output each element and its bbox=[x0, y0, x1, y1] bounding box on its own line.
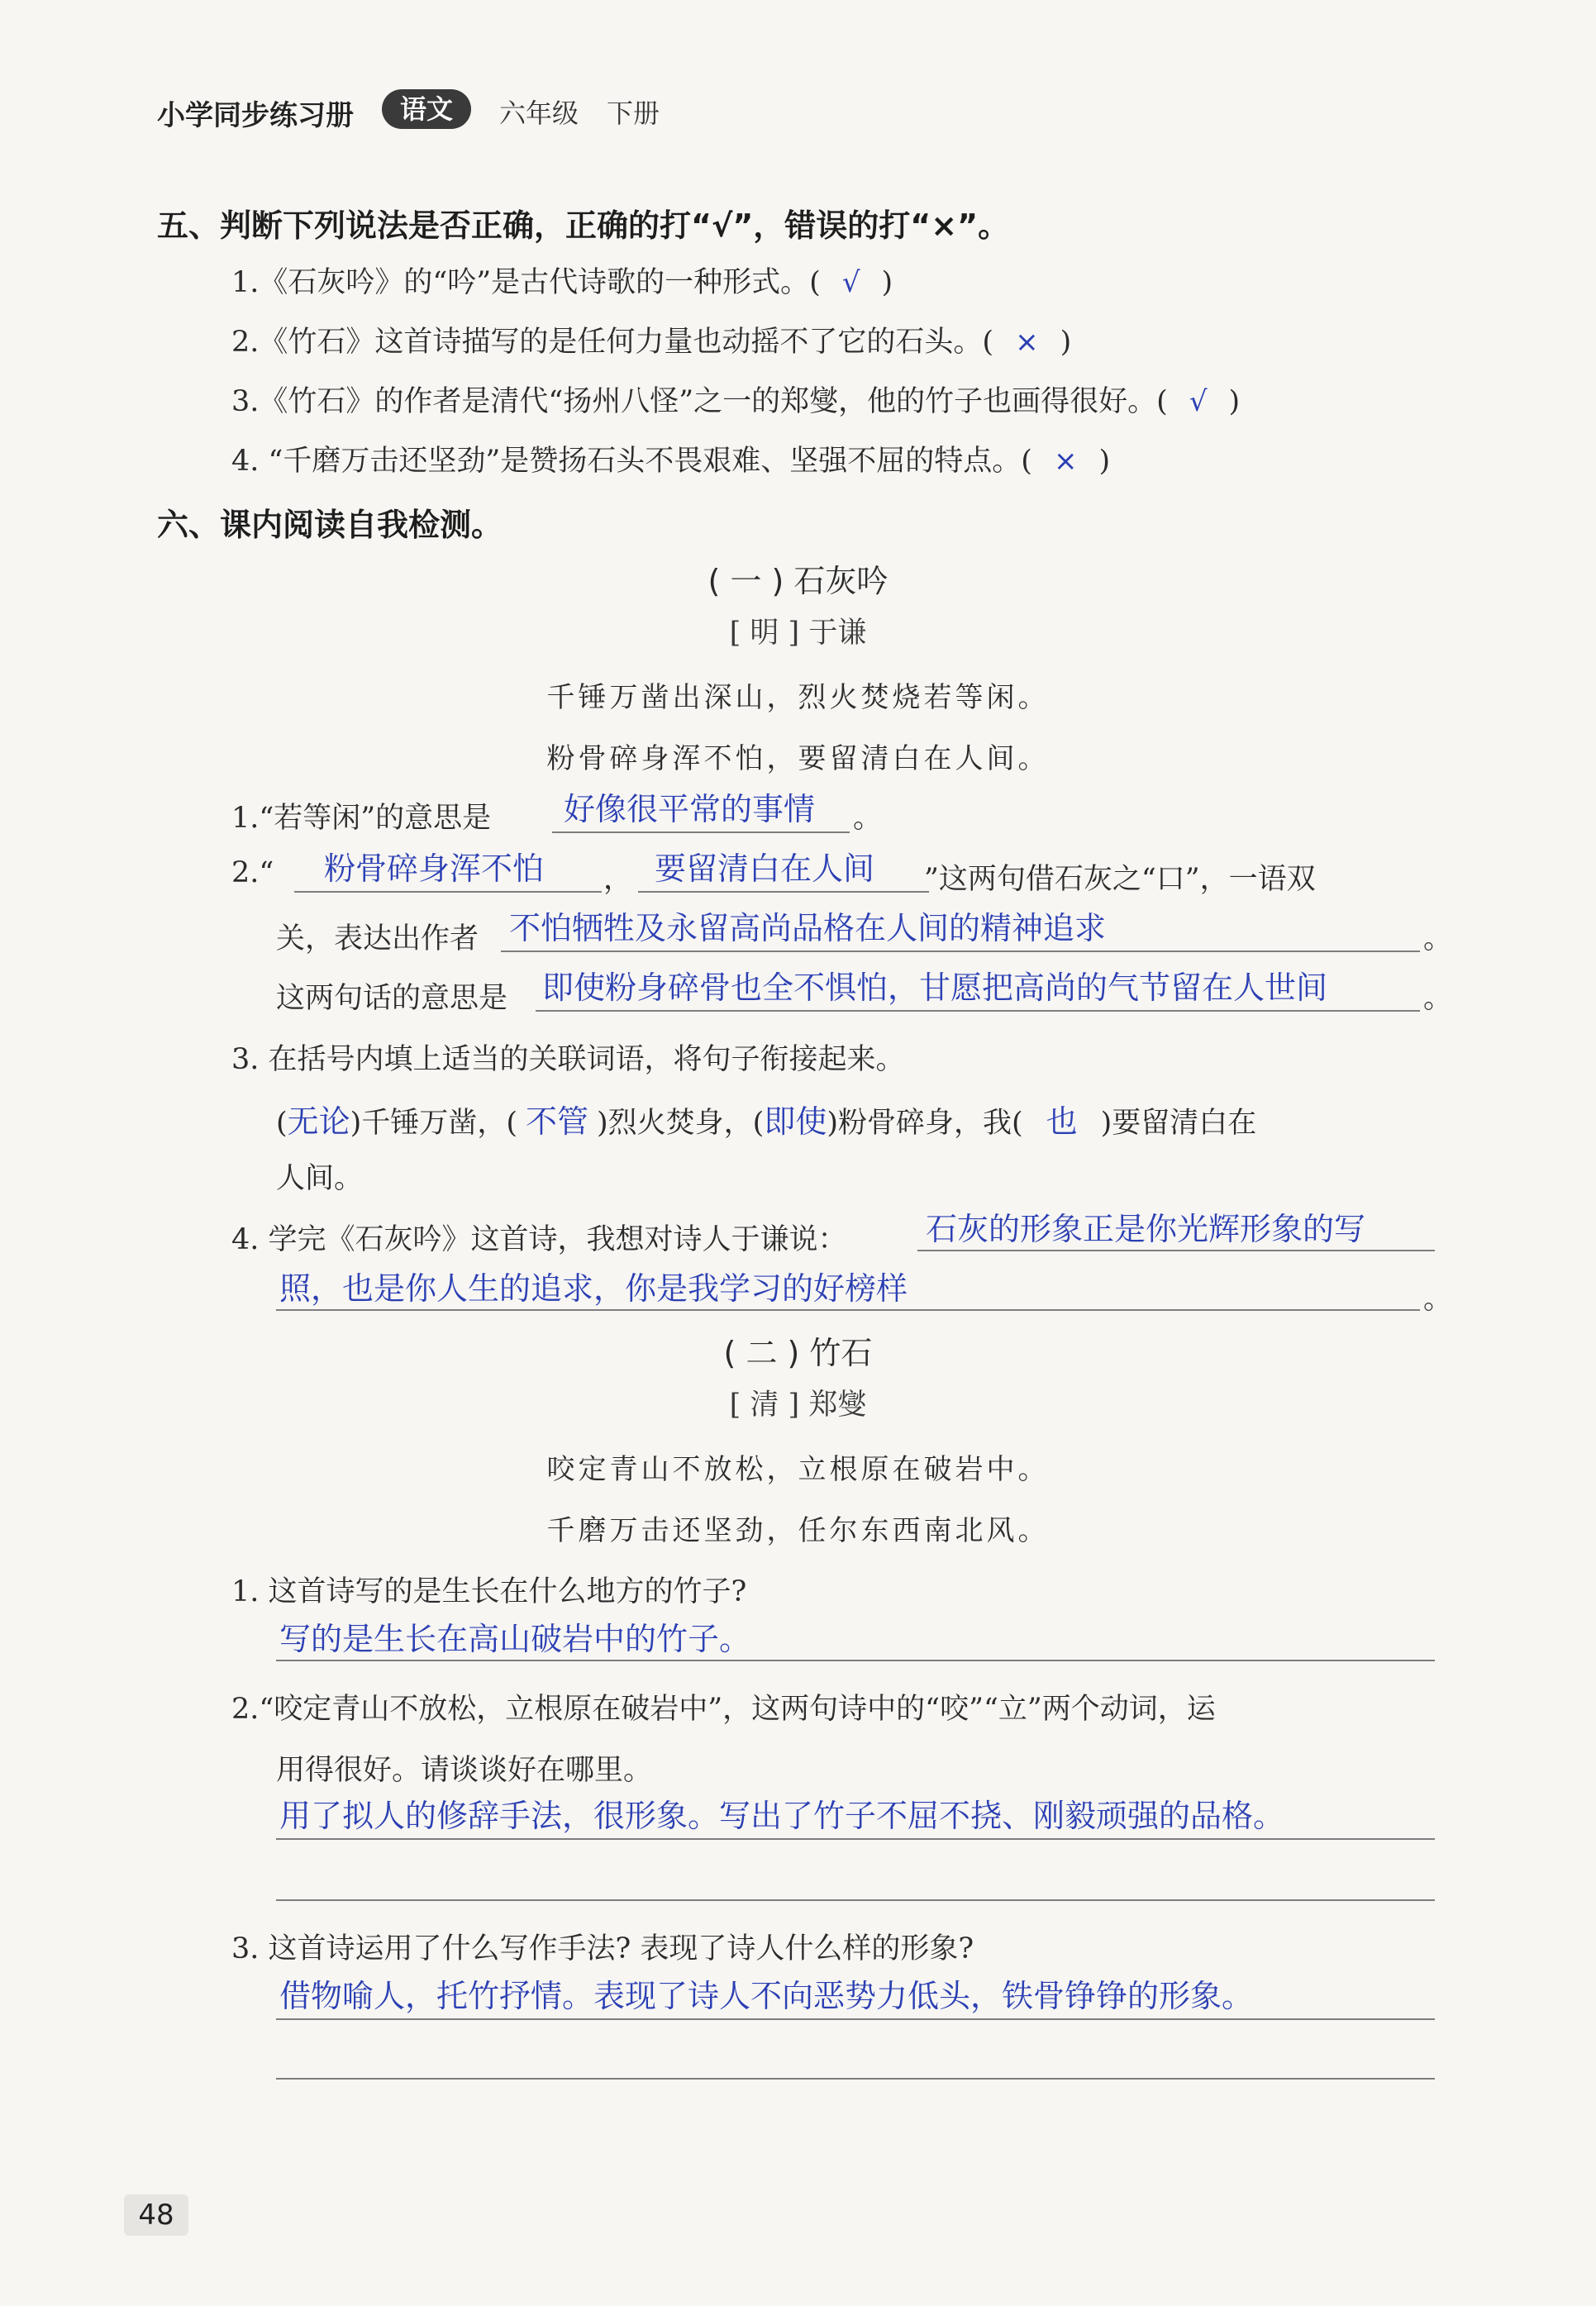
p1-q3-answer-4: 也 bbox=[1046, 1103, 1078, 1140]
poem2-title: ( 二 ) 竹石 bbox=[723, 1335, 873, 1371]
judge-item-4-text: 4. “千磨万击还坚劲”是赞扬石头不畏艰难、坚强不屈的特点。( bbox=[231, 445, 1032, 478]
poem1-line-2: 粉骨碎身浑不怕，要留清白在人间。 bbox=[546, 742, 1050, 775]
judge-item-1 bbox=[231, 260, 893, 301]
p1-q2-prompt: 2.“ bbox=[231, 856, 274, 889]
p1-q2-answer-a: 粉骨碎身浑不怕 bbox=[324, 850, 545, 887]
p1-q1-answer: 好像很平常的事情 bbox=[564, 791, 816, 827]
p2-q2-answer: 用了拟人的修辞手法，很形象。写出了竹子不屈不挠、刚毅顽强的品格。 bbox=[279, 1798, 1285, 1834]
p1-q2-comma: ， bbox=[603, 863, 633, 896]
poem1-line-1: 千锤万凿出深山，烈火焚烧若等闲。 bbox=[546, 681, 1050, 714]
p1-q3-answer-1: 无论 bbox=[287, 1103, 350, 1140]
p1-q2-line-a bbox=[294, 891, 602, 893]
judge-item-3-text: 3.《竹石》的作者是清代“扬州八怪”之一的郑燮，他的竹子也画得很好。( bbox=[231, 385, 1168, 418]
p2-q1-line bbox=[276, 1660, 1435, 1661]
p2-q1-prompt: 1. 这首诗写的是生长在什么地方的竹子? bbox=[231, 1575, 747, 1608]
page-number: 48 bbox=[124, 2194, 188, 2236]
judge-item-4-close: ) bbox=[1098, 445, 1111, 478]
p1-q2-answer-c: 不怕牺牲及永留高尚品格在人间的精神追求 bbox=[509, 910, 1107, 946]
judge-item-2-text: 2.《竹石》这首诗描写的是任何力量也动摇不了它的石头。( bbox=[231, 326, 994, 359]
poem2-line-2: 千磨万击还坚劲，任尔东西南北风。 bbox=[546, 1514, 1050, 1547]
judge-item-2-close: ) bbox=[1060, 326, 1072, 359]
volume-label: 下册 bbox=[607, 98, 660, 129]
p1-q4-line-2 bbox=[276, 1309, 1420, 1311]
poem1-title: ( 一 ) 石灰吟 bbox=[707, 563, 889, 599]
p2-q1-answer: 写的是生长在高山破岩中的竹子。 bbox=[279, 1621, 751, 1657]
grade-label: 六年级 bbox=[499, 98, 579, 129]
p1-q2-line3-prompt: 这两句话的意思是 bbox=[276, 982, 508, 1015]
judge-item-3 bbox=[231, 379, 1240, 420]
p2-q2-line-2 bbox=[276, 1899, 1435, 1901]
judge-mark-1: √ bbox=[841, 266, 860, 299]
p2-q3-answer: 借物喻人，托竹抒情。表现了诗人不向恶势力低头，铁骨铮铮的形象。 bbox=[279, 1978, 1254, 2014]
poem2-author: [ 清 ] 郑燮 bbox=[729, 1389, 867, 1422]
p2-q2-prompt-1: 2.“咬定青山不放松，立根原在破岩中”，这两句诗中的“咬”“立”两个动词，运 bbox=[231, 1693, 1216, 1726]
poem2-line-1: 咬定青山不放松，立根原在破岩中。 bbox=[546, 1453, 1050, 1486]
p2-q3-prompt: 3. 这首诗运用了什么写作手法? 表现了诗人什么样的形象? bbox=[231, 1932, 974, 1965]
p1-q2-line2-end: 。 bbox=[1423, 922, 1453, 955]
p1-q2-answer-b: 要留清白在人间 bbox=[655, 850, 875, 887]
judge-item-1-text: 1.《石灰吟》的“吟”是古代诗歌的一种形式。( bbox=[231, 266, 821, 299]
p1-q2-line-b bbox=[638, 891, 929, 893]
judge-mark-3: √ bbox=[1189, 385, 1208, 418]
p2-q2-line-1 bbox=[276, 1838, 1435, 1840]
p2-q3-line-2 bbox=[276, 2078, 1435, 2080]
p1-q2-line-c bbox=[501, 951, 1420, 952]
p1-q3-text-4: )粉骨碎身，我( bbox=[827, 1107, 1023, 1140]
p1-q2-line2-prompt: 关，表达出作者 bbox=[276, 922, 479, 955]
p1-q4-answer-1: 石灰的形象正是你光辉形象的写 bbox=[926, 1211, 1366, 1247]
p1-q3-prompt: 3. 在括号内填上适当的关联词语，将句子衔接起来。 bbox=[231, 1043, 905, 1076]
judge-item-2 bbox=[231, 319, 1071, 360]
p1-q4-end: 。 bbox=[1423, 1283, 1453, 1316]
p2-q2-prompt-2: 用得很好。请谈谈好在哪里。 bbox=[276, 1754, 653, 1787]
poem1-author: [ 明 ] 于谦 bbox=[729, 617, 867, 650]
p1-q3-paren: ( bbox=[276, 1107, 288, 1140]
p1-q4-line-1 bbox=[917, 1250, 1435, 1251]
judge-item-1-close: ) bbox=[881, 266, 893, 299]
p1-q3-text-3: )烈火焚身，( bbox=[597, 1107, 765, 1140]
p2-q3-line-1 bbox=[276, 2018, 1435, 2020]
p1-q4-answer-2: 照，也是你人生的追求，你是我学习的好榜样 bbox=[279, 1270, 908, 1307]
p1-q1-end: 。 bbox=[853, 802, 883, 835]
p1-q1-prompt: 1.“若等闲”的意思是 bbox=[231, 802, 492, 835]
judge-mark-4: × bbox=[1053, 445, 1078, 478]
subject-badge: 语文 bbox=[382, 89, 471, 129]
p1-q3-answer-2: 不管 bbox=[525, 1103, 588, 1140]
p1-q4-prompt: 4. 学完《石灰吟》这首诗，我想对诗人于谦说： bbox=[231, 1223, 847, 1256]
judge-item-4 bbox=[231, 438, 1110, 479]
p1-q2-line3-end: 。 bbox=[1423, 982, 1453, 1015]
judge-mark-2: × bbox=[1015, 326, 1039, 359]
p1-q3-sentence-end: 人间。 bbox=[276, 1162, 364, 1195]
section5-title: 五、判断下列说法是否正确，正确的打“√”，错误的打“×”。 bbox=[157, 207, 1010, 244]
p1-q3-answer-3: 即使 bbox=[764, 1103, 827, 1140]
judge-item-3-close: ) bbox=[1228, 385, 1241, 418]
p1-q2-line-d bbox=[536, 1010, 1420, 1012]
section6-title: 六、课内阅读自我检测。 bbox=[157, 507, 503, 543]
p1-q2-answer-d: 即使粉身碎骨也全不惧怕，甘愿把高尚的气节留在人世间 bbox=[542, 970, 1328, 1006]
p1-q1-answer-line bbox=[552, 831, 850, 833]
p1-q3-sentence bbox=[276, 1096, 1256, 1141]
p1-q2-prompt-cont: ”这两句借石灰之“口”，一语双 bbox=[924, 863, 1316, 896]
p1-q3-text-5: )要留清白在 bbox=[1100, 1107, 1257, 1140]
p1-q3-text-2: )千锤万凿，( bbox=[350, 1107, 517, 1140]
book-title: 小学同步练习册 bbox=[157, 99, 354, 132]
